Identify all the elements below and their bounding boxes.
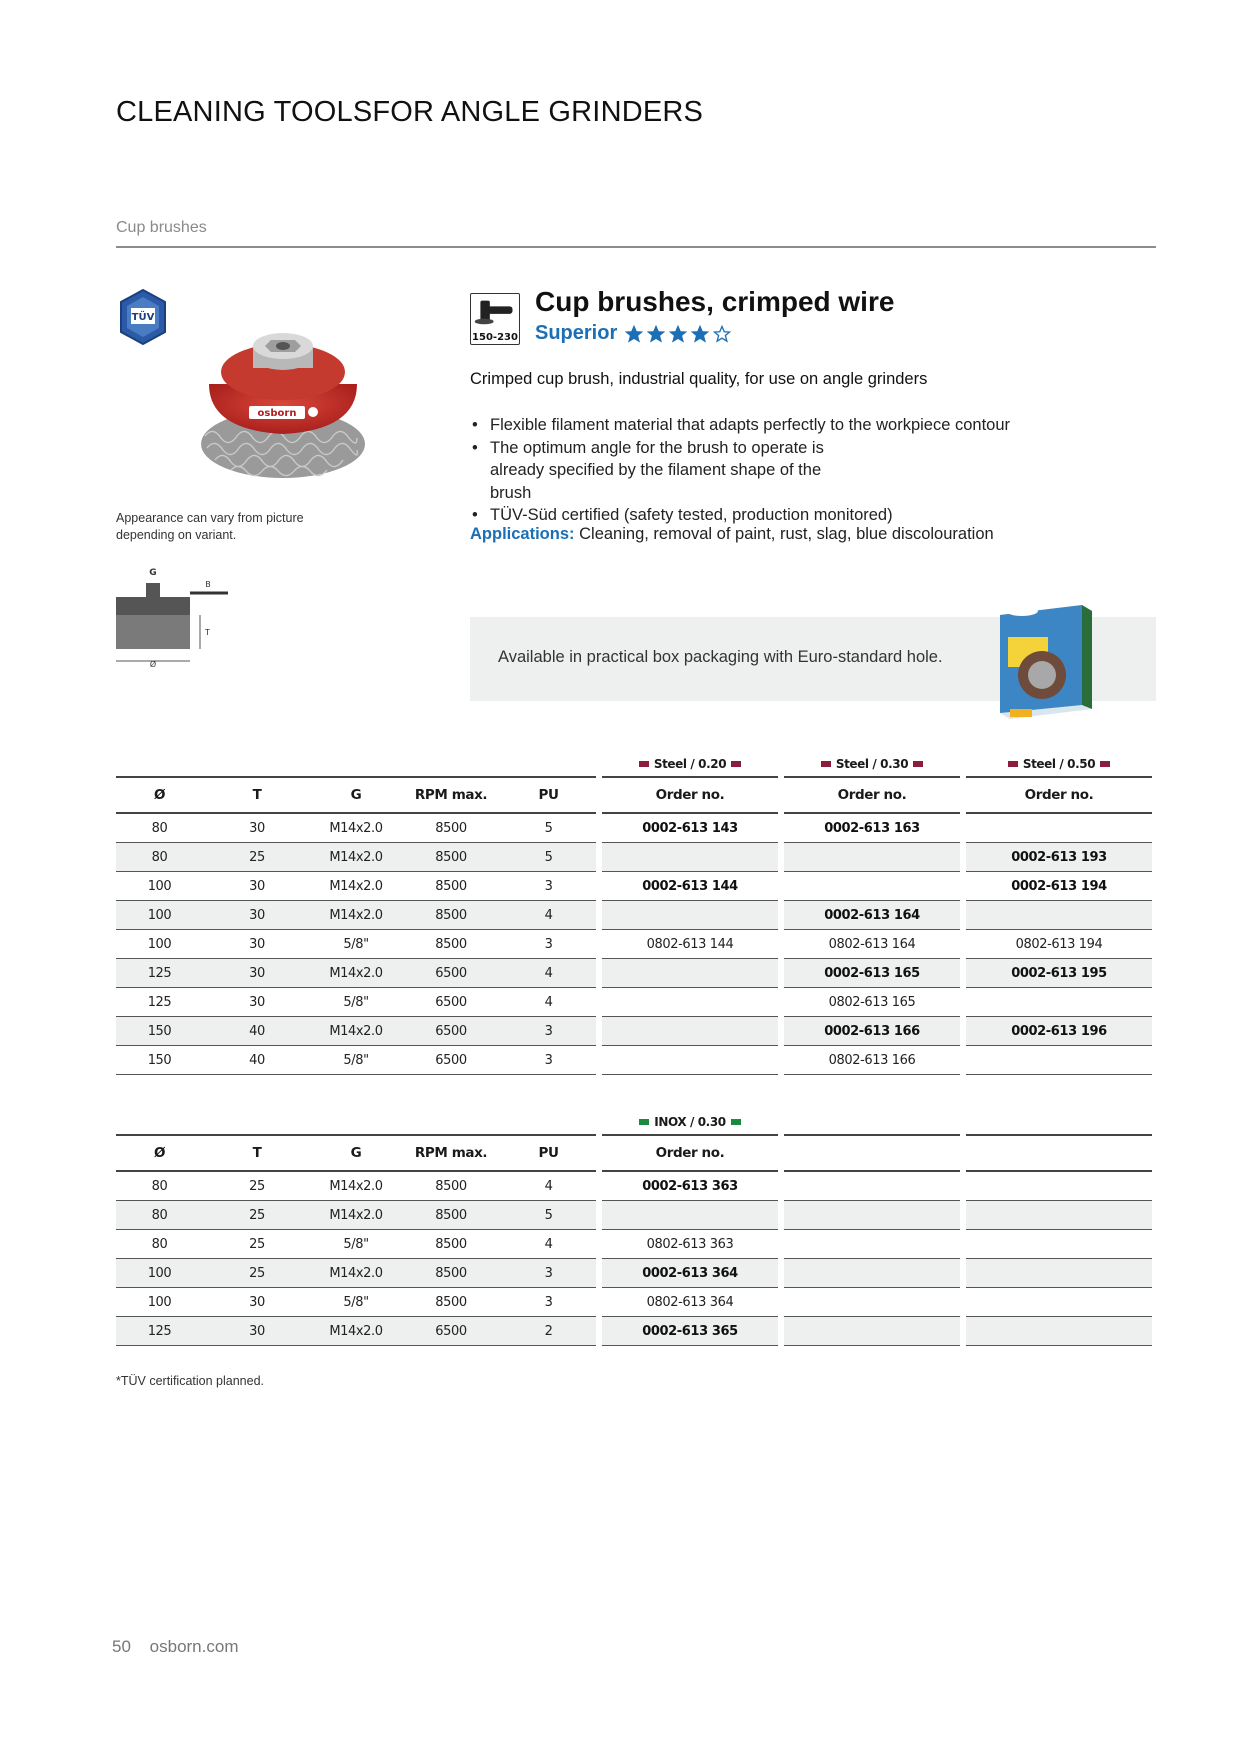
order-number-cell [602, 843, 778, 872]
order-number-cell [602, 1017, 778, 1046]
table-cell: M14x2.0 [311, 843, 401, 872]
empty-cell [116, 1108, 203, 1134]
star-rating [625, 325, 731, 343]
table-row [116, 1172, 1152, 1201]
column-header: T [203, 776, 311, 814]
order-number-cell: 0002-613 165 [784, 959, 960, 988]
material-group-text: INOX / 0.30 [654, 1115, 726, 1129]
table-row [116, 1230, 1152, 1259]
order-number-cell [602, 988, 778, 1017]
page-footer [112, 1637, 252, 1657]
table-cell: 5/8" [311, 1230, 401, 1259]
table-cell: 80 [116, 1230, 203, 1259]
table-cell: 125 [116, 959, 203, 988]
empty-cell [203, 750, 311, 776]
table-cell: 25 [203, 1201, 311, 1230]
table-cell: 8500 [401, 1230, 501, 1259]
material-group-label [639, 757, 741, 771]
color-swatch-icon [1100, 761, 1110, 767]
table-cell: 125 [116, 988, 203, 1017]
quality-label: Superior [535, 322, 618, 344]
cup-brush-image [195, 326, 370, 486]
empty-cell [966, 1201, 1152, 1230]
empty-cell [203, 1108, 311, 1134]
brand-label: osborn [257, 408, 297, 419]
table-cell: 8500 [401, 1172, 501, 1201]
table-cell: 80 [116, 1172, 203, 1201]
order-number-cell: 0802-613 194 [966, 930, 1152, 959]
order-number-cell: 0002-613 196 [966, 1017, 1152, 1046]
table-header-row [116, 776, 1152, 814]
order-number-cell: 0002-613 143 [602, 814, 778, 843]
color-swatch-icon [639, 761, 649, 767]
color-swatch-icon [1008, 761, 1018, 767]
table-cell: 3 [501, 930, 596, 959]
table-cell: 8500 [401, 1259, 501, 1288]
table-cell: M14x2.0 [311, 1017, 401, 1046]
page-title: CLEANING TOOLSFOR ANGLE GRINDERS [116, 96, 704, 128]
packaging-box-image [990, 597, 1100, 722]
disc-size-label: 150-230 [472, 332, 518, 343]
applications [470, 525, 994, 544]
table-cell: M14x2.0 [311, 901, 401, 930]
empty-cell [501, 1108, 596, 1134]
inox-spec-table [116, 1108, 1152, 1346]
order-number-cell [966, 1046, 1152, 1075]
order-number-cell [784, 872, 960, 901]
star-filled-icon [625, 325, 643, 343]
feature-list [470, 414, 1130, 527]
table-cell: 30 [203, 1288, 311, 1317]
image-caption: Appearance can vary from picture depending on variant. [116, 511, 304, 542]
material-group-header [784, 750, 960, 776]
feature-item: • The optimum angle for the brush to operate is already specified by the filament shape of the brush [470, 437, 860, 505]
table-cell: 3 [501, 1046, 596, 1075]
material-group-label [821, 757, 923, 771]
material-group-label [1008, 757, 1110, 771]
quality-rating [535, 322, 731, 345]
empty-header-cell [966, 1134, 1152, 1172]
table-row [116, 1017, 1152, 1046]
order-number-cell: 0802-613 363 [602, 1230, 778, 1259]
material-group-header [602, 750, 778, 776]
order-number-cell [602, 1046, 778, 1075]
order-number-cell [966, 988, 1152, 1017]
table-row [116, 988, 1152, 1017]
table-header-row [116, 1134, 1152, 1172]
table-cell: 150 [116, 1046, 203, 1075]
star-filled-icon [647, 325, 665, 343]
empty-cell [401, 1108, 501, 1134]
table-cell: 100 [116, 930, 203, 959]
table-cell: 30 [203, 959, 311, 988]
empty-cell [784, 1288, 960, 1317]
empty-header-cell [784, 1134, 960, 1172]
order-number-cell: 0002-613 195 [966, 959, 1152, 988]
material-group-text: Steel / 0.20 [653, 757, 727, 771]
table-cell: 6500 [401, 1317, 501, 1346]
column-header: PU [501, 776, 596, 814]
table-cell: 5 [501, 814, 596, 843]
table-cell: M14x2.0 [311, 1201, 401, 1230]
order-number-cell [784, 843, 960, 872]
column-header: Order no. [602, 1134, 778, 1172]
applications-text: Cleaning, removal of paint, rust, slag, blue discolouration [579, 525, 994, 543]
order-number-cell: 0802-613 364 [602, 1288, 778, 1317]
feature-item: • Flexible filament material that adapts perfectly to the workpiece contour [470, 414, 1130, 437]
footnote: *TÜV certification planned. [116, 1374, 264, 1388]
table-cell: 4 [501, 1172, 596, 1201]
empty-cell [784, 1172, 960, 1201]
diagram-g-label: G [149, 568, 157, 578]
order-number-cell: 0002-613 194 [966, 872, 1152, 901]
table-cell: 40 [203, 1017, 311, 1046]
table-cell: 8500 [401, 1288, 501, 1317]
table-cell: 3 [501, 1288, 596, 1317]
order-number-cell: 0002-613 363 [602, 1172, 778, 1201]
table-cell: 25 [203, 1259, 311, 1288]
table-cell: 6500 [401, 959, 501, 988]
empty-cell [784, 1317, 960, 1346]
table-cell: 30 [203, 1317, 311, 1346]
material-group-row [116, 750, 1152, 776]
column-header: Order no. [602, 776, 778, 814]
material-group-label [639, 1115, 740, 1129]
table-cell: 8500 [401, 1201, 501, 1230]
table-cell: 25 [203, 1230, 311, 1259]
diagram-b-label: B [205, 580, 211, 589]
table-cell: 6500 [401, 1046, 501, 1075]
table-cell: 30 [203, 930, 311, 959]
table-row [116, 872, 1152, 901]
star-filled-icon [691, 325, 709, 343]
product-description: Crimped cup brush, industrial quality, for use on angle grinders [470, 370, 928, 388]
empty-cell [401, 750, 501, 776]
empty-cell [966, 1172, 1152, 1201]
column-header: RPM max. [401, 776, 501, 814]
table-row [116, 901, 1152, 930]
table-cell: 80 [116, 814, 203, 843]
table-cell: M14x2.0 [311, 814, 401, 843]
table-cell: 3 [501, 872, 596, 901]
order-number-cell: 0002-613 163 [784, 814, 960, 843]
table-cell: 5/8" [311, 988, 401, 1017]
color-swatch-icon [731, 1119, 741, 1125]
table-cell: 25 [203, 843, 311, 872]
empty-cell [501, 750, 596, 776]
table-cell: 5 [501, 1201, 596, 1230]
empty-cell [966, 1259, 1152, 1288]
section-label: Cup brushes [116, 219, 207, 236]
feature-item: • TÜV-Süd certified (safety tested, production monitored) [470, 504, 1130, 527]
empty-cell [116, 750, 203, 776]
column-header: PU [501, 1134, 596, 1172]
table-cell: 100 [116, 1259, 203, 1288]
applications-label: Applications: [470, 525, 575, 543]
table-cell: 4 [501, 988, 596, 1017]
order-number-cell [966, 814, 1152, 843]
color-swatch-icon [731, 761, 741, 767]
table-cell: 5/8" [311, 1288, 401, 1317]
footer-site: osborn.com [149, 1637, 239, 1656]
table-cell: 30 [203, 988, 311, 1017]
table-cell: 25 [203, 1172, 311, 1201]
table-cell: 8500 [401, 872, 501, 901]
table-cell: 100 [116, 1288, 203, 1317]
material-group-row [116, 1108, 1152, 1134]
table-cell: M14x2.0 [311, 872, 401, 901]
empty-cell [311, 750, 401, 776]
table-cell: 4 [501, 901, 596, 930]
table-cell: 80 [116, 843, 203, 872]
table-cell: 3 [501, 1259, 596, 1288]
diagram-t-label: T [205, 628, 210, 637]
table-row [116, 1201, 1152, 1230]
column-header: RPM max. [401, 1134, 501, 1172]
order-number-cell [602, 1201, 778, 1230]
table-row [116, 1046, 1152, 1075]
order-number-cell [602, 959, 778, 988]
table-row [116, 1259, 1152, 1288]
material-group-header [784, 1108, 960, 1134]
order-number-cell: 0802-613 144 [602, 930, 778, 959]
table-cell: 125 [116, 1317, 203, 1346]
order-number-cell: 0802-613 164 [784, 930, 960, 959]
column-header: G [311, 776, 401, 814]
angle-grinder-icon [470, 293, 520, 345]
table-cell: 30 [203, 814, 311, 843]
table-row [116, 1288, 1152, 1317]
table-row [116, 959, 1152, 988]
table-row [116, 930, 1152, 959]
empty-cell [784, 1230, 960, 1259]
table-cell: 3 [501, 1017, 596, 1046]
table-cell: 8500 [401, 843, 501, 872]
empty-cell [311, 1108, 401, 1134]
order-number-cell: 0802-613 165 [784, 988, 960, 1017]
table-cell: 2 [501, 1317, 596, 1346]
steel-spec-table [116, 750, 1152, 1075]
column-header: Order no. [784, 776, 960, 814]
table-cell: 8500 [401, 814, 501, 843]
table-row [116, 1317, 1152, 1346]
packaging-text: Available in practical box packaging with Euro-standard hole. [498, 648, 943, 666]
order-number-cell [966, 901, 1152, 930]
material-group-text: Steel / 0.30 [835, 757, 909, 771]
order-number-cell: 0002-613 144 [602, 872, 778, 901]
section-divider [116, 246, 1156, 248]
column-header: Order no. [966, 776, 1152, 814]
table-cell: 8500 [401, 901, 501, 930]
column-header: G [311, 1134, 401, 1172]
material-group-header [602, 1108, 778, 1134]
column-header: Ø [116, 1134, 203, 1172]
color-swatch-icon [821, 761, 831, 767]
order-number-cell [602, 901, 778, 930]
order-number-cell: 0002-613 365 [602, 1317, 778, 1346]
table-cell: 80 [116, 1201, 203, 1230]
table-cell: M14x2.0 [311, 1172, 401, 1201]
table-cell: 8500 [401, 930, 501, 959]
table-cell: 5/8" [311, 1046, 401, 1075]
table-cell: 4 [501, 1230, 596, 1259]
table-cell: M14x2.0 [311, 959, 401, 988]
material-group-text: Steel / 0.50 [1022, 757, 1096, 771]
table-cell: 4 [501, 959, 596, 988]
table-cell: 5/8" [311, 930, 401, 959]
table-cell: 5 [501, 843, 596, 872]
order-number-cell: 0802-613 166 [784, 1046, 960, 1075]
empty-cell [966, 1317, 1152, 1346]
table-row [116, 814, 1152, 843]
table-cell: 6500 [401, 1017, 501, 1046]
table-cell: 30 [203, 901, 311, 930]
column-header: T [203, 1134, 311, 1172]
star-outline-icon [713, 325, 731, 343]
dimension-diagram [114, 565, 234, 670]
table-cell: 150 [116, 1017, 203, 1046]
material-group-header [966, 1108, 1152, 1134]
tuv-badge-label: TÜV [131, 312, 155, 323]
page-number: 50 [112, 1637, 131, 1656]
empty-cell [966, 1288, 1152, 1317]
table-cell: 40 [203, 1046, 311, 1075]
empty-cell [784, 1201, 960, 1230]
material-group-header [966, 750, 1152, 776]
table-cell: 30 [203, 872, 311, 901]
table-row [116, 843, 1152, 872]
color-swatch-icon [913, 761, 923, 767]
table-cell: M14x2.0 [311, 1259, 401, 1288]
order-number-cell: 0002-613 166 [784, 1017, 960, 1046]
order-number-cell: 0002-613 364 [602, 1259, 778, 1288]
table-cell: 100 [116, 901, 203, 930]
tuv-certification-icon [115, 288, 171, 346]
diagram-d-label: Ø [149, 660, 157, 669]
empty-cell [784, 1259, 960, 1288]
order-number-cell: 0002-613 164 [784, 901, 960, 930]
table-cell: 6500 [401, 988, 501, 1017]
table-cell: 100 [116, 872, 203, 901]
color-swatch-icon [639, 1119, 649, 1125]
table-cell: M14x2.0 [311, 1317, 401, 1346]
product-title: Cup brushes, crimped wire [535, 286, 895, 317]
star-filled-icon [669, 325, 687, 343]
empty-cell [966, 1230, 1152, 1259]
order-number-cell: 0002-613 193 [966, 843, 1152, 872]
column-header: Ø [116, 776, 203, 814]
